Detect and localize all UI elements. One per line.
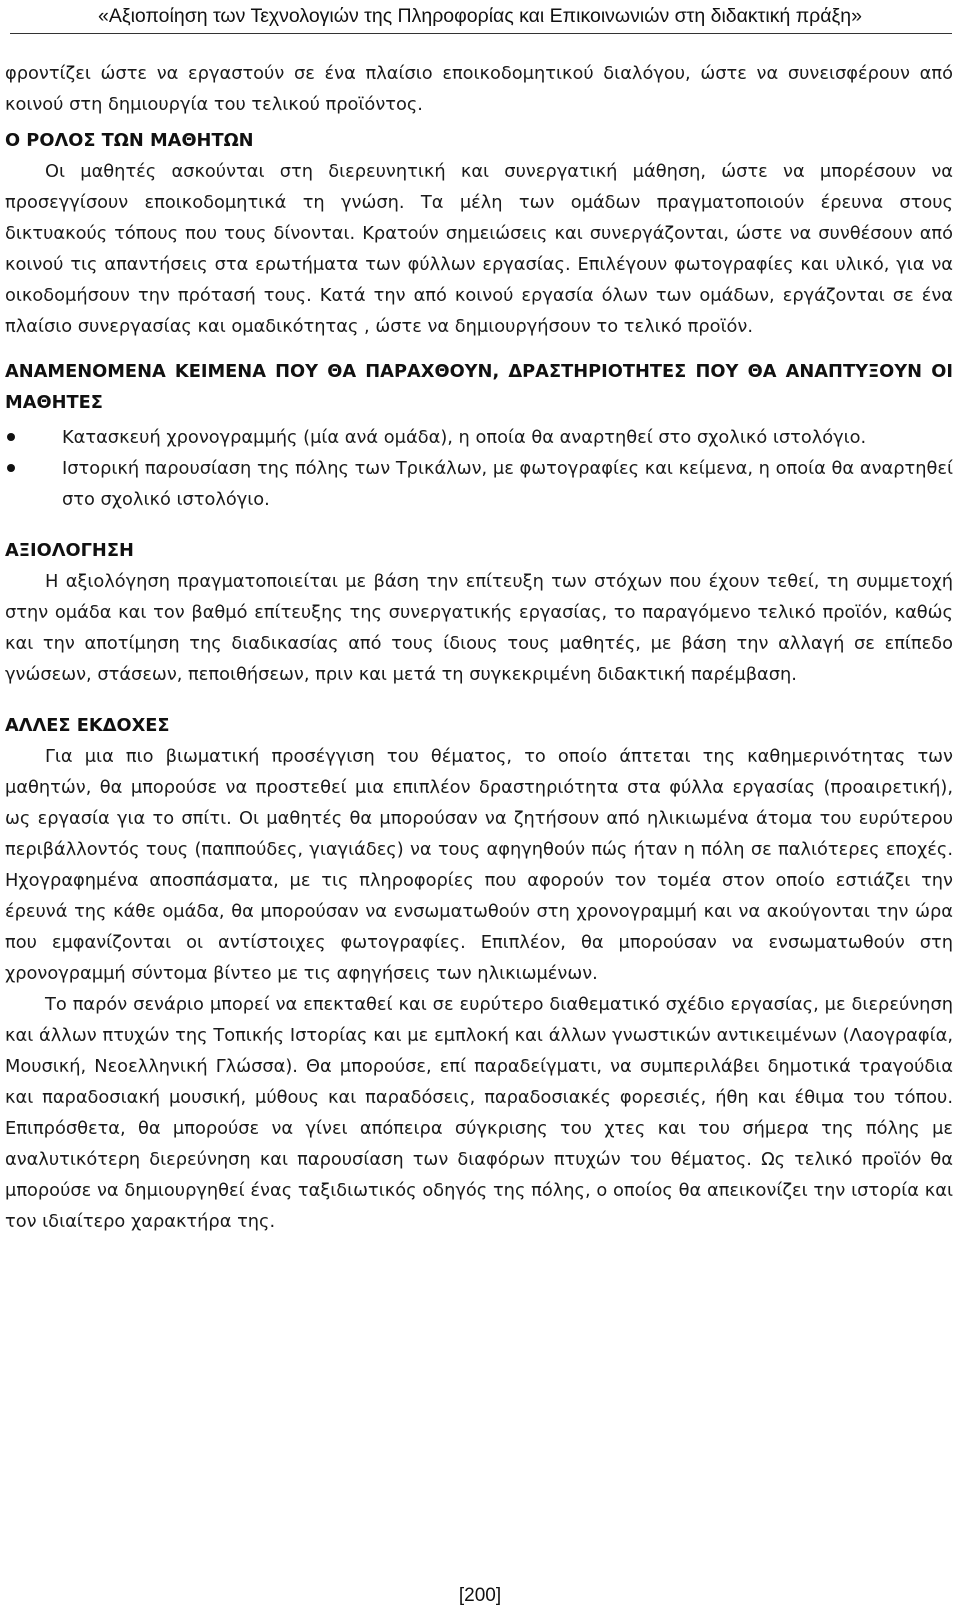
list-item	[5, 422, 953, 453]
list-item-text: Κατασκευή χρονογραμμής (μία ανά ομάδα), η οποία θα αναρτηθεί στο σχολικό ιστολόγιο.	[62, 427, 867, 448]
evaluation-section	[5, 535, 953, 690]
bullet-icon	[7, 464, 15, 472]
other-versions-section	[5, 710, 953, 1237]
expected-outputs-heading: ΑΝΑΜΕΝΟΜΕΝΑ ΚΕΙΜΕΝΑ ΠΟΥ ΘΑ ΠΑΡΑΧΘΟΥΝ, ΔΡΑΣΤΗΡΙΟΤΗΤΕΣ ΠΟΥ ΘΑ ΑΝΑΠΤΥΞΟΥΝ ΟΙ ΜΑΘΗΤΕΣ	[5, 361, 953, 413]
other-versions-paragraph-2: Το παρόν σενάριο μπορεί να επεκταθεί και σε ευρύτερο διαθεματικό σχέδιο εργασίας, με διερεύνηση και άλλων πτυχών της Τοπικής Ιστορίας και με εμπλοκή και άλλων γνωστικών αντικειμένων (Λαογραφία, Μουσική, Νεοελληνική Γλώσσα). Θα μπορούσε, επί παραδείγματι, να συμπεριλάβει δημοτικά τραγούδια και παραδοσιακή μουσική, μύθους και παραδόσεις, παραδοσιακές φορεσιές, ήθη και έθιμα του τόπου. Επιπρόσθετα, θα μπορούσε να γίνει απόπειρα σύγκρισης του χτες και του σήμερα της πόλης με αναλυτικότερη διερεύνηση και παρουσίαση των διαφόρων πτυχών του θέματος. Ως τελικό προϊόν θα μπορούσε να δημιουργηθεί ένας ταξιδιωτικός οδηγός της πόλης, ο οποίος θα απεικονίζει την ιστορία και τον ιδιαίτερο χαρακτήρα της.	[5, 994, 953, 1232]
students-role-paragraph: Οι μαθητές ασκούνται στη διερευνητική και συνεργατική μάθηση, ώστε να μπορέσουν να προσεγγίσουν εποικοδομητικά τη γνώση. Τα μέλη των ομάδων πραγματοποιούν έρευνα στους δικτυακούς τόπους που τους δίνονται. Κρατούν σημειώσεις και συνεργάζονται, ώστε να συνθέσουν από κοινού τις απαντήσεις στα ερωτήματα των φύλλων εργασίας. Επιλέγουν φωτογραφίες και υλικό, για να οικοδομήσουν την πρότασή τους. Κατά την από κοινού εργασία όλων των ομάδων, εργάζονται σε ένα πλαίσιο συνεργασίας και ομαδικότητας , ώστε να δημιουργήσουν το τελικό προϊόν.	[5, 161, 953, 337]
students-role-section	[5, 125, 953, 342]
header-divider	[10, 33, 952, 34]
evaluation-heading: ΑΞΙΟΛΟΓΗΣΗ	[5, 540, 134, 561]
evaluation-paragraph: Η αξιολόγηση πραγματοποιείται με βάση την επίτευξη των στόχων που έχουν τεθεί, τη συμμετοχή στην ομάδα και τον βαθμό επίτευξης της συνεργατικής εργασίας, το παραγόμενο τελικό προϊόν, καθώς και την αποτίμηση της διαδικασίας από τους ίδιους τους μαθητές, με βάση την αλλαγή σε επίπεδο γνώσεων, στάσεων, πεποιθήσεων, πριν και μετά τη συγκεκριμένη διδακτική παρέμβαση.	[5, 571, 953, 685]
intro-paragraph: φροντίζει ώστε να εργαστούν σε ένα πλαίσιο εποικοδομητικού διαλόγου, ώστε να συνεισφέρουν από κοινού στη δημιουργία του τελικού προϊόντος.	[5, 63, 953, 115]
students-role-heading: Ο ΡΟΛΟΣ ΤΩΝ ΜΑΘΗΤΩΝ	[5, 130, 254, 151]
bullet-icon	[7, 433, 15, 441]
page-header-title: «Αξιοποίηση των Τεχνολογιών της Πληροφορίας και Επικοινωνιών στη διδακτική πράξη»	[98, 5, 862, 27]
expected-outputs-section	[5, 356, 953, 515]
other-versions-heading: ΑΛΛΕΣ ΕΚΔΟΧΕΣ	[5, 715, 170, 736]
list-item-text: Ιστορική παρουσίαση της πόλης των Τρικάλων, με φωτογραφίες και κείμενα, η οποία θα αναρτηθεί στο σχολικό ιστολόγιο.	[62, 458, 953, 510]
list-item	[5, 453, 953, 515]
other-versions-paragraph-1: Για μια πιο βιωματική προσέγγιση του θέματος, το οποίο άπτεται της καθημερινότητας των μαθητών, θα μπορούσε να προστεθεί μια επιπλέον δραστηριότητα στα φύλλα εργασίας (προαιρετική), ως εργασία για το σπίτι. Οι μαθητές θα μπορούσαν να ζητήσουν από ηλικιωμένα άτομα του ευρύτερου περιβάλλοντός τους (παππούδες, γιαγιάδες) να τους αφηγηθούν πώς ήταν η πόλη σε παλιότερες εποχές. Ηχογραφημένα αποσπάσματα, με τις πληροφορίες που αφορούν τον τομέα στον οποίο εστιάζει την έρευνά της κάθε ομάδα, θα μπορούσαν να ενσωματωθούν στη χρονογραμμή και να ακούγονται την ώρα που εμφανίζονται οι αντίστοιχες φωτογραφίες. Επιπλέον, θα μπορούσαν να ενσωματωθούν στη χρονογραμμή σύντομα βίντεο με τις αφηγήσεις των ηλικιωμένων.	[5, 746, 953, 984]
page-body	[5, 58, 953, 1237]
page-number: [200]	[458, 1585, 502, 1606]
expected-outputs-list	[5, 422, 953, 515]
